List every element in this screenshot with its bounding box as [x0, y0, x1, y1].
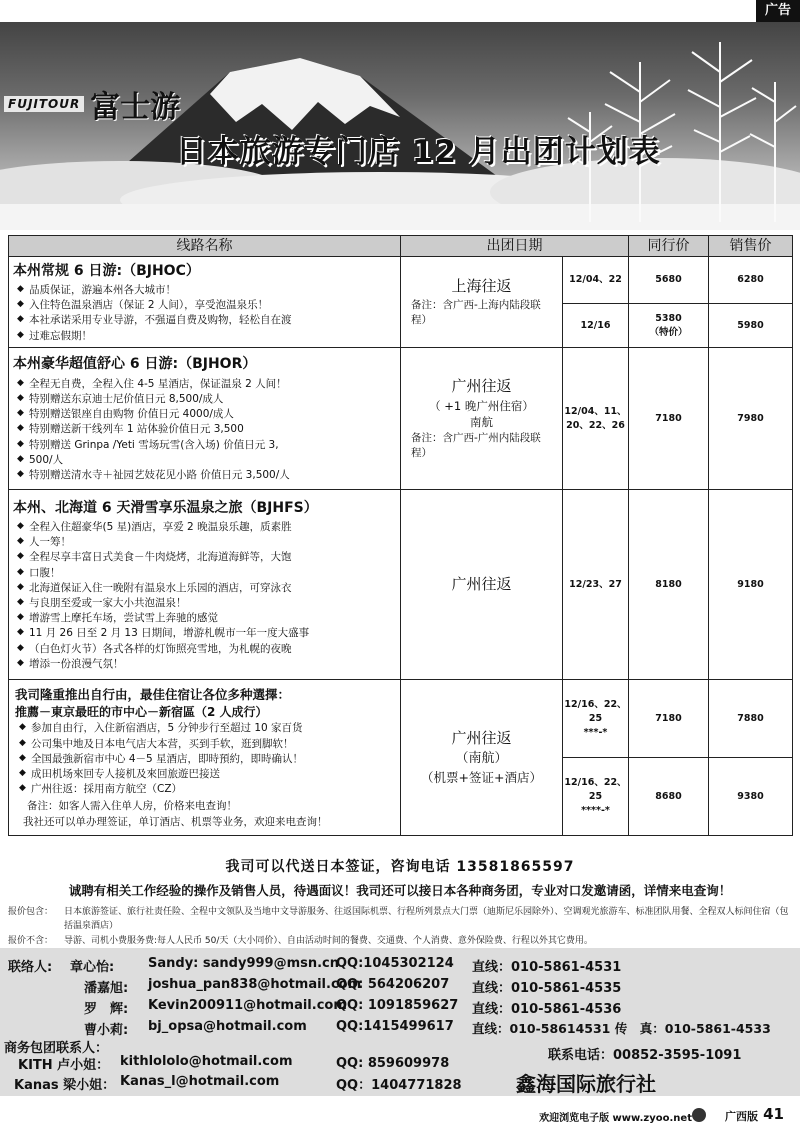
edition-label: 广西版	[725, 1110, 758, 1123]
banner	[0, 22, 800, 230]
star-rating: ***-*	[583, 726, 608, 738]
list-item: ◆ 本社承诺采用专业导游，不强逼自费及购物，轻松自在渡	[17, 313, 396, 328]
airline: 南航	[470, 415, 493, 430]
contact-qq: QQ: 564206207	[336, 977, 450, 992]
contact-email[interactable]: Kanas_l@hotmail.com	[120, 1074, 280, 1089]
route-3-description	[9, 490, 401, 680]
contacts-panel	[0, 948, 800, 1096]
list-item: ◆ 特别赠送新干线列车 1 站体验价值日元 3,500	[17, 422, 396, 437]
price-exclude	[8, 935, 790, 949]
header-sale-price: 销售价	[709, 236, 793, 257]
departure-note: 备注：含广西-广州内陆段联程）	[411, 432, 541, 460]
contact-qq: QQ: 1091859627	[336, 998, 459, 1013]
price-exclude-text: 导游、司机小费服务费:每人人民币 50/天（大小同价）、自由活动时间的餐费、交通费、个人消费、意外保险费、行程以外其它费用。	[64, 936, 593, 946]
contact-email[interactable]: kithlololo@hotmail.com	[120, 1054, 293, 1069]
contact-name: 潘嘉旭:	[84, 981, 129, 996]
route-1-title: 本州常规 6 日游:（BJHOC）	[13, 262, 200, 279]
contact-qq: QQ:1045302124	[336, 956, 454, 971]
route-2-trade-price: 7180	[629, 348, 709, 490]
list-item: ◆ 11 月 26 日至 2 月 13 日期间，增游札幌市一年一度大盛事	[17, 626, 396, 641]
dates-value: 12/16、22、25	[564, 699, 627, 724]
ad-tag: 广告	[756, 0, 800, 22]
contact-phone: 直线：010-5861-4535	[472, 981, 622, 996]
contact-email[interactable]: bj_opsa@hotmail.com	[148, 1019, 307, 1034]
route-3-departure	[401, 490, 563, 680]
route-1-dates-2: 12/16	[563, 304, 629, 348]
route-2-dates: 12/04、11、20、22、26	[563, 348, 629, 490]
route-1-sale-price-1: 6280	[709, 257, 793, 304]
route-2-title: 本州豪华超值舒心 6 日游:（BJHOR）	[13, 356, 257, 373]
tour-schedule-table	[8, 235, 792, 836]
departure-city: 广州往返	[451, 377, 512, 396]
table-row	[9, 490, 793, 680]
list-item: ◆ 全程尽享丰富日式美食－牛肉烧烤，北海道海鲜等，大饱	[17, 550, 396, 565]
trade-price-value: 5380	[655, 313, 682, 325]
fujitour-logo	[4, 82, 180, 126]
table-header-row	[9, 236, 793, 257]
contact-qq: QQ: 859609978	[336, 1056, 450, 1071]
footer	[0, 1103, 800, 1127]
page-headline: 日本旅游专门店 12 月出团计划表	[176, 134, 661, 170]
route-2-sale-price: 7980	[709, 348, 793, 490]
route-2-departure	[401, 348, 563, 490]
route-1-sale-price-2: 5980	[709, 304, 793, 348]
route-4-dates-2	[563, 758, 629, 836]
price-exclude-label: 报价不含：	[8, 936, 54, 946]
logo-latin-text: FUJITOUR	[4, 96, 84, 112]
route-3-dates: 12/23、27	[563, 490, 629, 680]
route-4-trade-price-1: 7180	[629, 680, 709, 758]
list-item-continued: ◆ 口腹！	[17, 566, 396, 581]
business-contacts-label: 商务包团联系人：	[4, 1041, 109, 1056]
route-4-sale-price-2: 9380	[709, 758, 793, 836]
list-item: ◆ 特别赠送 Grinpa /Yeti 雪场玩雪(含入场) 价值日元 3,	[17, 438, 396, 453]
table-row	[9, 257, 793, 304]
contact-name: 章心怡:	[70, 960, 115, 975]
contact-name: Kanas 梁小姐：	[14, 1078, 116, 1093]
route-4-note-2: 我社还可以单办理签证，单订酒店、机票等业务，欢迎来电查询！	[23, 815, 328, 828]
logo-cn-text: 富士游	[90, 90, 181, 125]
list-item: ◆ 广州往返：採用南方航空（CZ）	[19, 782, 390, 797]
route-1-description	[9, 257, 401, 348]
list-item: ◆ 参加自由行，入住新宿酒店，5 分钟步行至超过 10 家百货	[19, 721, 390, 736]
list-item-continued: ◆ 公司集中地及日本电气店大本营，买到手软，逛到脚软！	[19, 737, 390, 752]
contact-name: 罗 辉:	[84, 1002, 129, 1017]
contact-name: KITH 卢小姐：	[18, 1058, 110, 1073]
contact-name: 曹小莉:	[84, 1023, 129, 1038]
list-item: ◆ 全国最強新宿市中心 4－5 星酒店，即時預約，即時确认！	[19, 752, 390, 767]
list-item: ◆ 成田机场來回专人接机及來回旅遊巴接送	[19, 767, 390, 782]
hk-phone: 联系电话：00852-3595-1091	[548, 1048, 742, 1063]
price-include-text: 日本旅游签证、旅行社责任险、全程中文领队及当地中文导游服务、往返国际机票、行程所列景点大门票（迪斯尼乐园除外）、空调观光旅游车、标准团队用餐、全程双人标间住宿（包括温泉酒店）	[64, 907, 789, 931]
list-item: ◆ 全程无自费，全程入住 4-5 星酒店，保证温泉 2 人间！	[17, 377, 396, 392]
package-type: （机票+签证+酒店）	[421, 770, 542, 786]
departure-city: 广州往返	[451, 574, 512, 593]
airline: （南航）	[455, 751, 508, 767]
departure-city: 广州往返	[451, 729, 512, 748]
route-4-trade-price-2: 8680	[629, 758, 709, 836]
route-1-dates-1: 12/04、22	[563, 257, 629, 304]
contacts-label: 联络人:	[8, 960, 53, 975]
route-3-trade-price: 8180	[629, 490, 709, 680]
recruitment-line: 诚聘有相关工作经验的操作及销售人员，待遇面议！我司还可以接日本各种商务团，专业对口发邀请函，详情来电查询！	[68, 883, 732, 898]
departure-sub: （ +1 晚广州住宿）	[429, 398, 534, 413]
price-include-label: 报价包含：	[8, 907, 54, 917]
route-4-subtitle: 推薦－東京最旺的市中心－新宿區（2 人成行）	[15, 704, 268, 719]
route-4-departure	[401, 680, 563, 836]
contact-qq: QQ:1415499617	[336, 1019, 454, 1034]
list-item: ◆ 特别赠送清水寺＋祉园艺妓花见小路 价值日元 3,500/人	[17, 468, 396, 483]
price-include	[8, 906, 790, 933]
special-price-note: （特价）	[649, 326, 688, 338]
list-item: ◆ 增游雪上摩托车场，尝试雪上奔驰的感觉	[17, 611, 396, 626]
departure-note: 备注：含广西-上海内陆段联程）	[411, 298, 541, 327]
table-row	[9, 348, 793, 490]
route-3-sale-price: 9180	[709, 490, 793, 680]
table-row	[9, 680, 793, 758]
contact-email[interactable]: joshua_pan838@hotmail.com	[148, 977, 362, 992]
list-item-continued: ◆ （白色灯火节）各式各样的灯饰照亮雪地，为札幌的夜晚	[17, 642, 396, 657]
contact-email[interactable]: Sandy: sandy999@msn.cn	[148, 956, 340, 971]
list-item: ◆ 北海道保证入住一晚附有温泉水上乐园的酒店，可穿泳衣	[17, 581, 396, 596]
list-item-continued: ◆ 增添一份浪漫气氛！	[17, 657, 396, 672]
list-item: ◆ 品质保证，游遍本州各大城市！	[17, 283, 396, 298]
route-3-title: 本州、北海道 6 天滑雪享乐温泉之旅（BJHFS）	[13, 499, 318, 516]
route-4-sale-price-1: 7880	[709, 680, 793, 758]
route-1-departure	[401, 257, 563, 348]
list-item-continued: ◆ 人一筹！	[17, 535, 396, 550]
visa-service-line: 我司可以代送日本签证，咨询电话 13581865597	[225, 859, 575, 875]
list-item: ◆ 特别赠送东京迪士尼价值日元 8,500/成人	[17, 392, 396, 407]
list-item: ◆ 全程入住超豪华(5 星)酒店，享爱 2 晚温泉乐趣，质素胜	[17, 520, 396, 535]
agency-name: 鑫海国际旅行社	[516, 1072, 656, 1096]
list-item: ◆ 特别赠送银座自由购物 价值日元 4000/成人	[17, 407, 396, 422]
route-2-description	[9, 348, 401, 490]
route-4-title: 我司隆重推出自行由，最佳住宿让各位多种選擇：	[15, 686, 291, 702]
route-1-trade-price-2	[629, 304, 709, 348]
page-number: 41	[763, 1105, 784, 1123]
header-trade-price: 同行价	[629, 236, 709, 257]
contact-phone: 直线：010-5861-4531	[472, 960, 622, 975]
list-item: ◆ 入住特色温泉酒店（保证 2 人间），享受泡温泉乐！	[17, 298, 396, 313]
route-4-note: 备注：如客人需入住单人房，价格来电查询！	[27, 800, 237, 813]
website-link[interactable]: 欢迎浏览电子版 www.zyoo.net	[539, 1113, 692, 1124]
departure-city: 上海往返	[451, 277, 512, 296]
route-4-description	[9, 680, 401, 836]
contact-phone: 直线：010-5861-4536	[472, 1002, 622, 1017]
dates-value: 12/16、22、25	[564, 777, 627, 802]
list-item-continued: ◆ 与良朋至爱或一家大小共泡温泉！	[17, 596, 396, 611]
header-date: 出团日期	[401, 236, 629, 257]
contact-email[interactable]: Kevin200911@hotmail.com	[148, 998, 347, 1013]
contact-phone-fax: 直线：010-58614531 传 真：010-5861-4533	[472, 1021, 771, 1036]
newspaper-logo-icon	[692, 1108, 706, 1122]
header-route: 线路名称	[9, 236, 401, 257]
star-rating: ****-*	[581, 804, 610, 816]
list-item-continued: ◆ 过难忘假期！	[17, 329, 396, 344]
list-item-continued: ◆ 500/人	[17, 453, 396, 468]
route-4-dates-1	[563, 680, 629, 758]
route-1-trade-price-1: 5680	[629, 257, 709, 304]
contact-qq: QQ：1404771828	[336, 1078, 462, 1093]
